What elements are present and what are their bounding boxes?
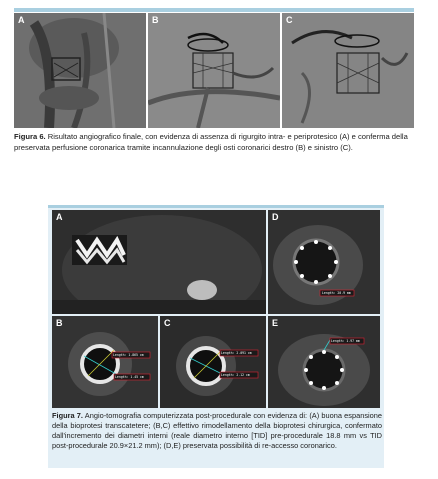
panel-label: A: [18, 15, 25, 25]
angiography-image-c: [282, 13, 414, 128]
panel-label: E: [272, 318, 279, 328]
figure6-caption: [14, 132, 414, 153]
figure6-caption-title: Figura 6.: [14, 132, 46, 141]
figure6-angiography-panels: [14, 13, 414, 128]
measurement-label: Length: 1.97 mm: [331, 339, 360, 343]
figure7-panel-a: [52, 210, 266, 314]
figure6-panel-c: [282, 13, 414, 128]
figure7-caption-text: Angio-tomografia computerizzata post-procedurale con evidenza di: (A) buona espansione della bioprotesi transcatetere; (B,C) effettivo rimodellamento della bioprotesi chirurgica, confermato dall'incremento dei diametri interni (reale diametro interno [TID] pre-procedurale 18.8 mm vs TID post-procedurale 20.9×21.2 mm); (D,E) preservata possibilità di re-accesso coronarico.: [52, 411, 382, 450]
figure7-top-rule: [48, 205, 384, 208]
ct-image-e: [268, 316, 380, 408]
figure7-caption-title: Figura 7.: [52, 411, 83, 420]
figure6-caption-text: Risultato angiografico finale, con evidenza di assenza di rigurgito intra- e periprotesico (A) e conferma della preservata perfusione coronarica tramite incannulazione degli osti coronarici destro (B) e sinistro (C).: [14, 132, 408, 152]
figure7-panel-c: [160, 316, 266, 408]
figure6-panel-b: [148, 13, 280, 128]
figure7-panel-b: [52, 316, 158, 408]
measurement-label-1: Length: 1.865 cm: [113, 353, 144, 357]
ct-image-b: [52, 316, 158, 408]
ct-image-d: [268, 210, 380, 314]
measurement-label-1: Length: 2.091 cm: [221, 351, 252, 355]
measurement-label-2: Length: 2.12 cm: [221, 373, 250, 377]
figure7-panel-d: [268, 210, 380, 314]
panel-label: A: [56, 212, 63, 222]
figure6-top-rule: [14, 8, 414, 12]
angiography-image-a: [14, 13, 146, 128]
panel-label: D: [272, 212, 279, 222]
figure7-caption: [52, 411, 382, 451]
ct-image-c: [160, 316, 266, 408]
angiography-image-b: [148, 13, 280, 128]
panel-label: C: [164, 318, 171, 328]
ct-image-a: [52, 210, 266, 314]
measurement-label: Length: 20.9 mm: [322, 291, 351, 295]
panel-label: C: [286, 15, 293, 25]
measurement-label-2: Length: 1.45 cm: [115, 375, 144, 379]
panel-label: B: [152, 15, 159, 25]
panel-label: B: [56, 318, 63, 328]
figure6-panel-a: [14, 13, 146, 128]
figure7-panel-e: [268, 316, 380, 408]
